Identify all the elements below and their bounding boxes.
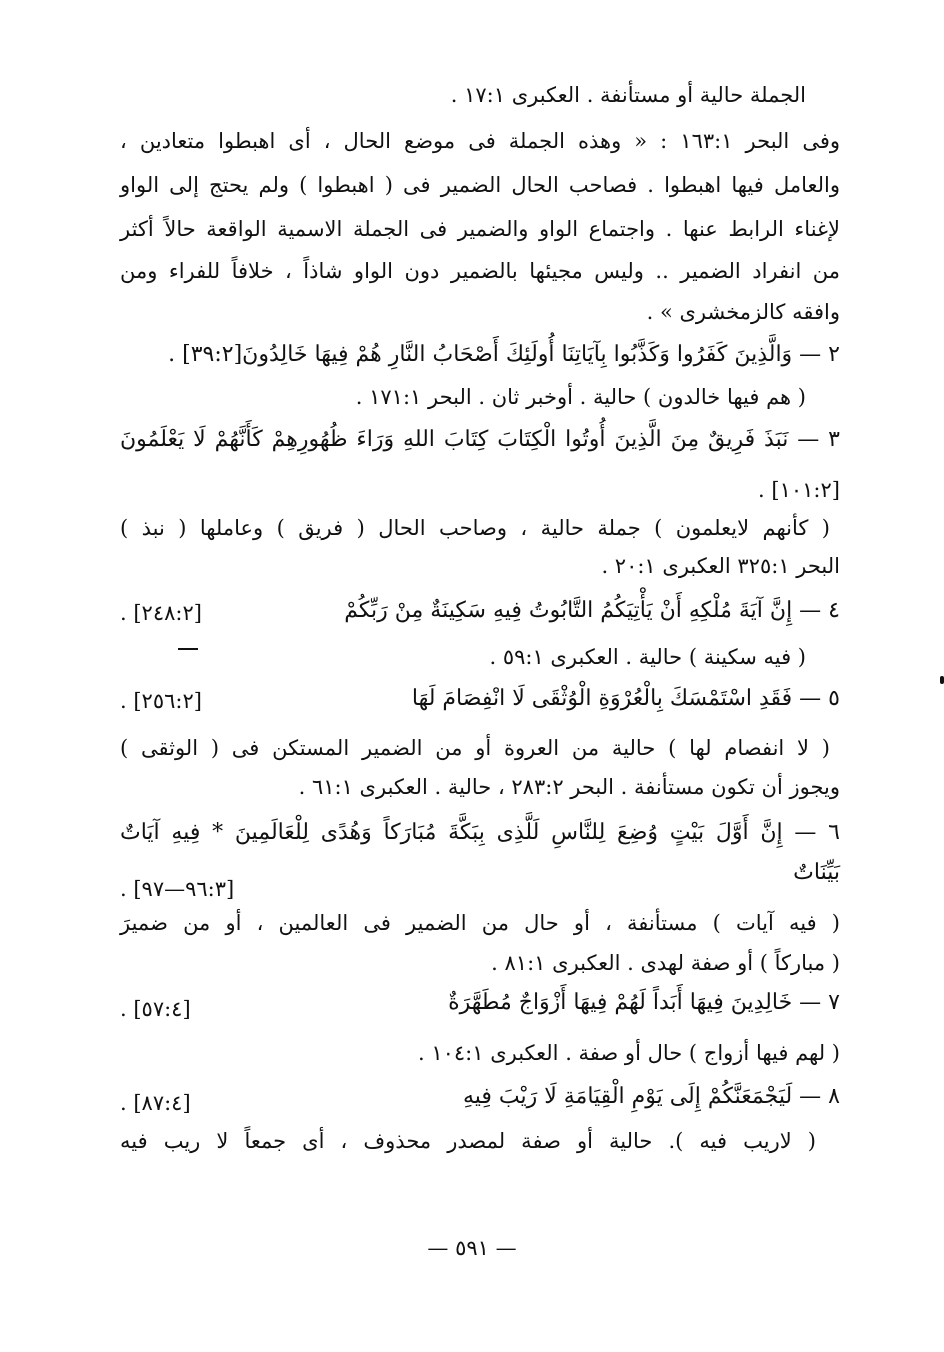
text-line: ( فيه سكينة ) حالية . العكبرى ٥٩:١ .: [489, 645, 806, 669]
verse-reference: [٩٦:٣—٩٧] .: [120, 877, 235, 901]
quran-verse-7: ٧ — خَالِدِينَ فِيهَا أَبَداً لَهُمْ فِيهَا أَزْوَاجٌ مُطَهَّرَةٌ: [448, 990, 840, 1015]
verse-reference: [٥٧:٤] .: [120, 997, 191, 1021]
quran-verse-6: ٦ — إِنَّ أَوَّلَ بَيْتٍ وُضِعَ لِلنَّاسِ لَلَّذِى بِبَكَّةَ مُبَارَكاً وَهُدًى لِلْعَالَمِينَ * فِيهِ آيَاتٌ: [120, 820, 840, 845]
text-line: والعامل فيها اهبطوا . فصاحب الحال الضمير فى ( اهبطوا ) ولم يحتج إلى الواو: [120, 173, 840, 197]
verse-reference: [٢٤٨:٢] .: [120, 601, 202, 625]
verse-reference: [١٠١:٢] .: [758, 478, 840, 502]
text-line: ( لاريب فيه ). حالية أو صفة لمصدر محذوف ، أى جمعاً لا ريب فيه: [120, 1129, 816, 1153]
quran-verse-4: ٤ — إِنَّ آيَةَ مُلْكِهِ أَنْ يَأْتِيَكُمُ التَّابُوتُ فِيهِ سَكِينَةٌ مِنْ رَبِّكُمْ: [344, 598, 840, 623]
text-line: ( لا انفصام لها ) حالية من العروة أو من الضمير المستكن فى ( الوثقى ): [120, 736, 830, 760]
verse-reference: [٢٥٦:٢] .: [120, 689, 202, 713]
text-line: ( هم فيها خالدون ) حالية . أوخبر ثان . البحر ١٧١:١ .: [355, 385, 806, 409]
text-line: ( لهم فيها أزواج ) حال أو صفة . العكبرى ١٠٤:١ .: [417, 1041, 840, 1065]
text-line: وافقه كالزمخشرى » .: [646, 300, 840, 324]
text-line: ويجوز أن تكون مستأنفة . البحر ٢٨٣:٢ ، حالية . العكبرى ٦١:١ .: [298, 775, 840, 799]
verse-reference: [٨٧:٤] .: [120, 1091, 191, 1115]
text-line: ( مباركاً ) أو صفة لهدى . العكبرى ٨١:١ .: [491, 951, 840, 975]
margin-mark: [178, 648, 198, 650]
text-line: من انفراد الضمير .. وليس مجيئها بالضمير دون الواو شاذاً ، خلافاً للفراء ومن: [120, 259, 840, 283]
text-line: ( فيه آيات ) مستأنفة ، أو حال من الضمير فى العالمين ، أو من ضميرَ: [120, 911, 840, 935]
text-line: البحر ٣٢٥:١ العكبرى ٢٠:١ .: [601, 554, 840, 578]
quran-verse-3: ٣ — نَبَذَ فَرِيقٌ مِنَ الَّذِينَ أُوتُوا الْكِتَابَ كِتَابَ اللهِ وَرَاءَ ظُهُورِهِمْ كَأَنَّهُمْ لَا يَعْلَمُونَ: [120, 427, 840, 452]
quran-verse-8: ٨ — لَيَجْمَعَنَّكُمْ إِلَى يَوْمِ الْقِيَامَةِ لَا رَيْبَ فِيهِ: [462, 1084, 840, 1109]
text-line: لإغناء الرابط عنها . واجتماع الواو والضمير فى الجملة الاسمية الواقعة حالاً أكثر: [120, 217, 840, 241]
text-line: ( كأنهم لايعلمون ) جملة حالية ، وصاحب الحال ( فريق ) وعاملها ( نبذ ): [120, 516, 830, 540]
page-number: — ٥٩١ —: [427, 1236, 517, 1260]
text-line: وفى البحر ١٦٣:١ : « وهذه الجملة فى موضع الحال ، أى اهبطوا متعادين ،: [120, 129, 840, 153]
quran-verse-5: ٥ — فَقَدِ اسْتَمْسَكَ بِالْعُرْوَةِ الْوُثْقَى لَا انْفِصَامَ لَهَا: [411, 686, 840, 711]
margin-mark: [940, 676, 944, 684]
quran-verse-2: ٢ — وَالَّذِينَ كَفَرُوا وَكَذَّبُوا بِآيَاتِنَا أُولَئِكَ أَصْحَابُ النَّارِ هُمْ فِيهَا خَالِدُونَ[٣٩:٢] .: [168, 342, 840, 367]
text-line: الجملة حالية أو مستأنفة . العكبرى ١٧:١ .: [450, 83, 806, 107]
quran-verse-6-continued: بَيِّنَاتٌ: [793, 860, 840, 885]
